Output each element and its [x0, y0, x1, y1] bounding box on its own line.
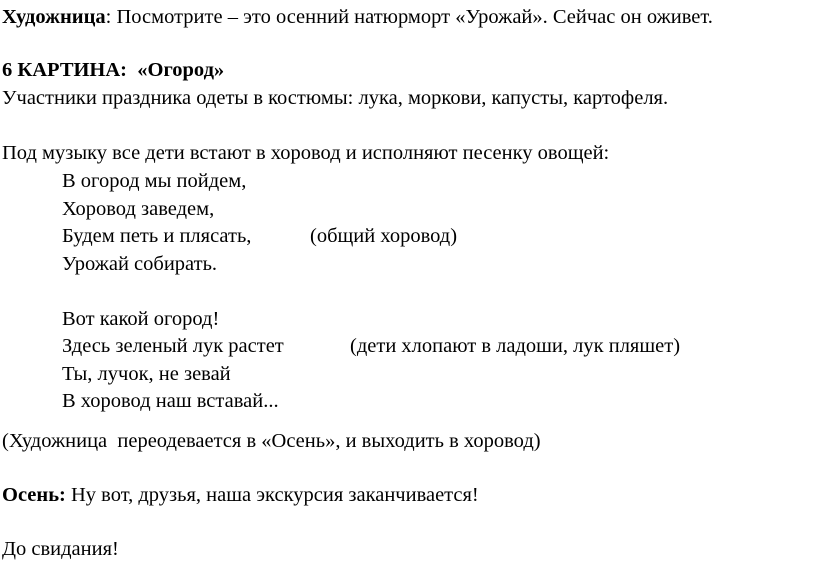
music-note-line: Под музыку все дети встают в хоровод и исполняют песенку овощей: — [2, 142, 610, 164]
participants-line: Участники праздника одеты в костюмы: лука, моркови, капусты, картофеля. — [2, 87, 669, 109]
closing-line: До свидания! — [2, 538, 119, 560]
autumn-text: Ну вот, друзья, наша экскурсия заканчивается! — [65, 484, 479, 506]
song-line: В хоровод наш вставай... — [62, 390, 279, 412]
song-line: Урожай собирать. — [62, 253, 218, 275]
stage-direction: (Художница переодевается в «Осень», и выходить в хоровод) — [2, 430, 541, 452]
song-note: (общий хоровод) — [310, 225, 458, 247]
autumn-line — [2, 482, 479, 508]
scene-heading: 6 КАРТИНА: «Огород» — [2, 59, 225, 81]
intro-text: : Посмотрите – это осенний натюрморт «Урожай». Сейчас он оживет. — [105, 6, 713, 28]
speaker-autumn: Осень: — [2, 484, 66, 506]
intro-line — [2, 4, 713, 30]
song-line: Вот какой огород! — [62, 308, 220, 330]
song-note: (дети хлопают в ладоши, лук пляшет) — [350, 335, 681, 357]
song-line: Здесь зеленый лук растет — [62, 335, 284, 357]
song-line: Будем петь и плясать, — [62, 225, 252, 247]
song-line: В огород мы пойдем, — [62, 170, 247, 192]
song-line: Ты, лучок, не зевай — [62, 363, 231, 385]
speaker-artist: Художница — [2, 6, 106, 28]
song-line: Хоровод заведем, — [62, 198, 215, 220]
